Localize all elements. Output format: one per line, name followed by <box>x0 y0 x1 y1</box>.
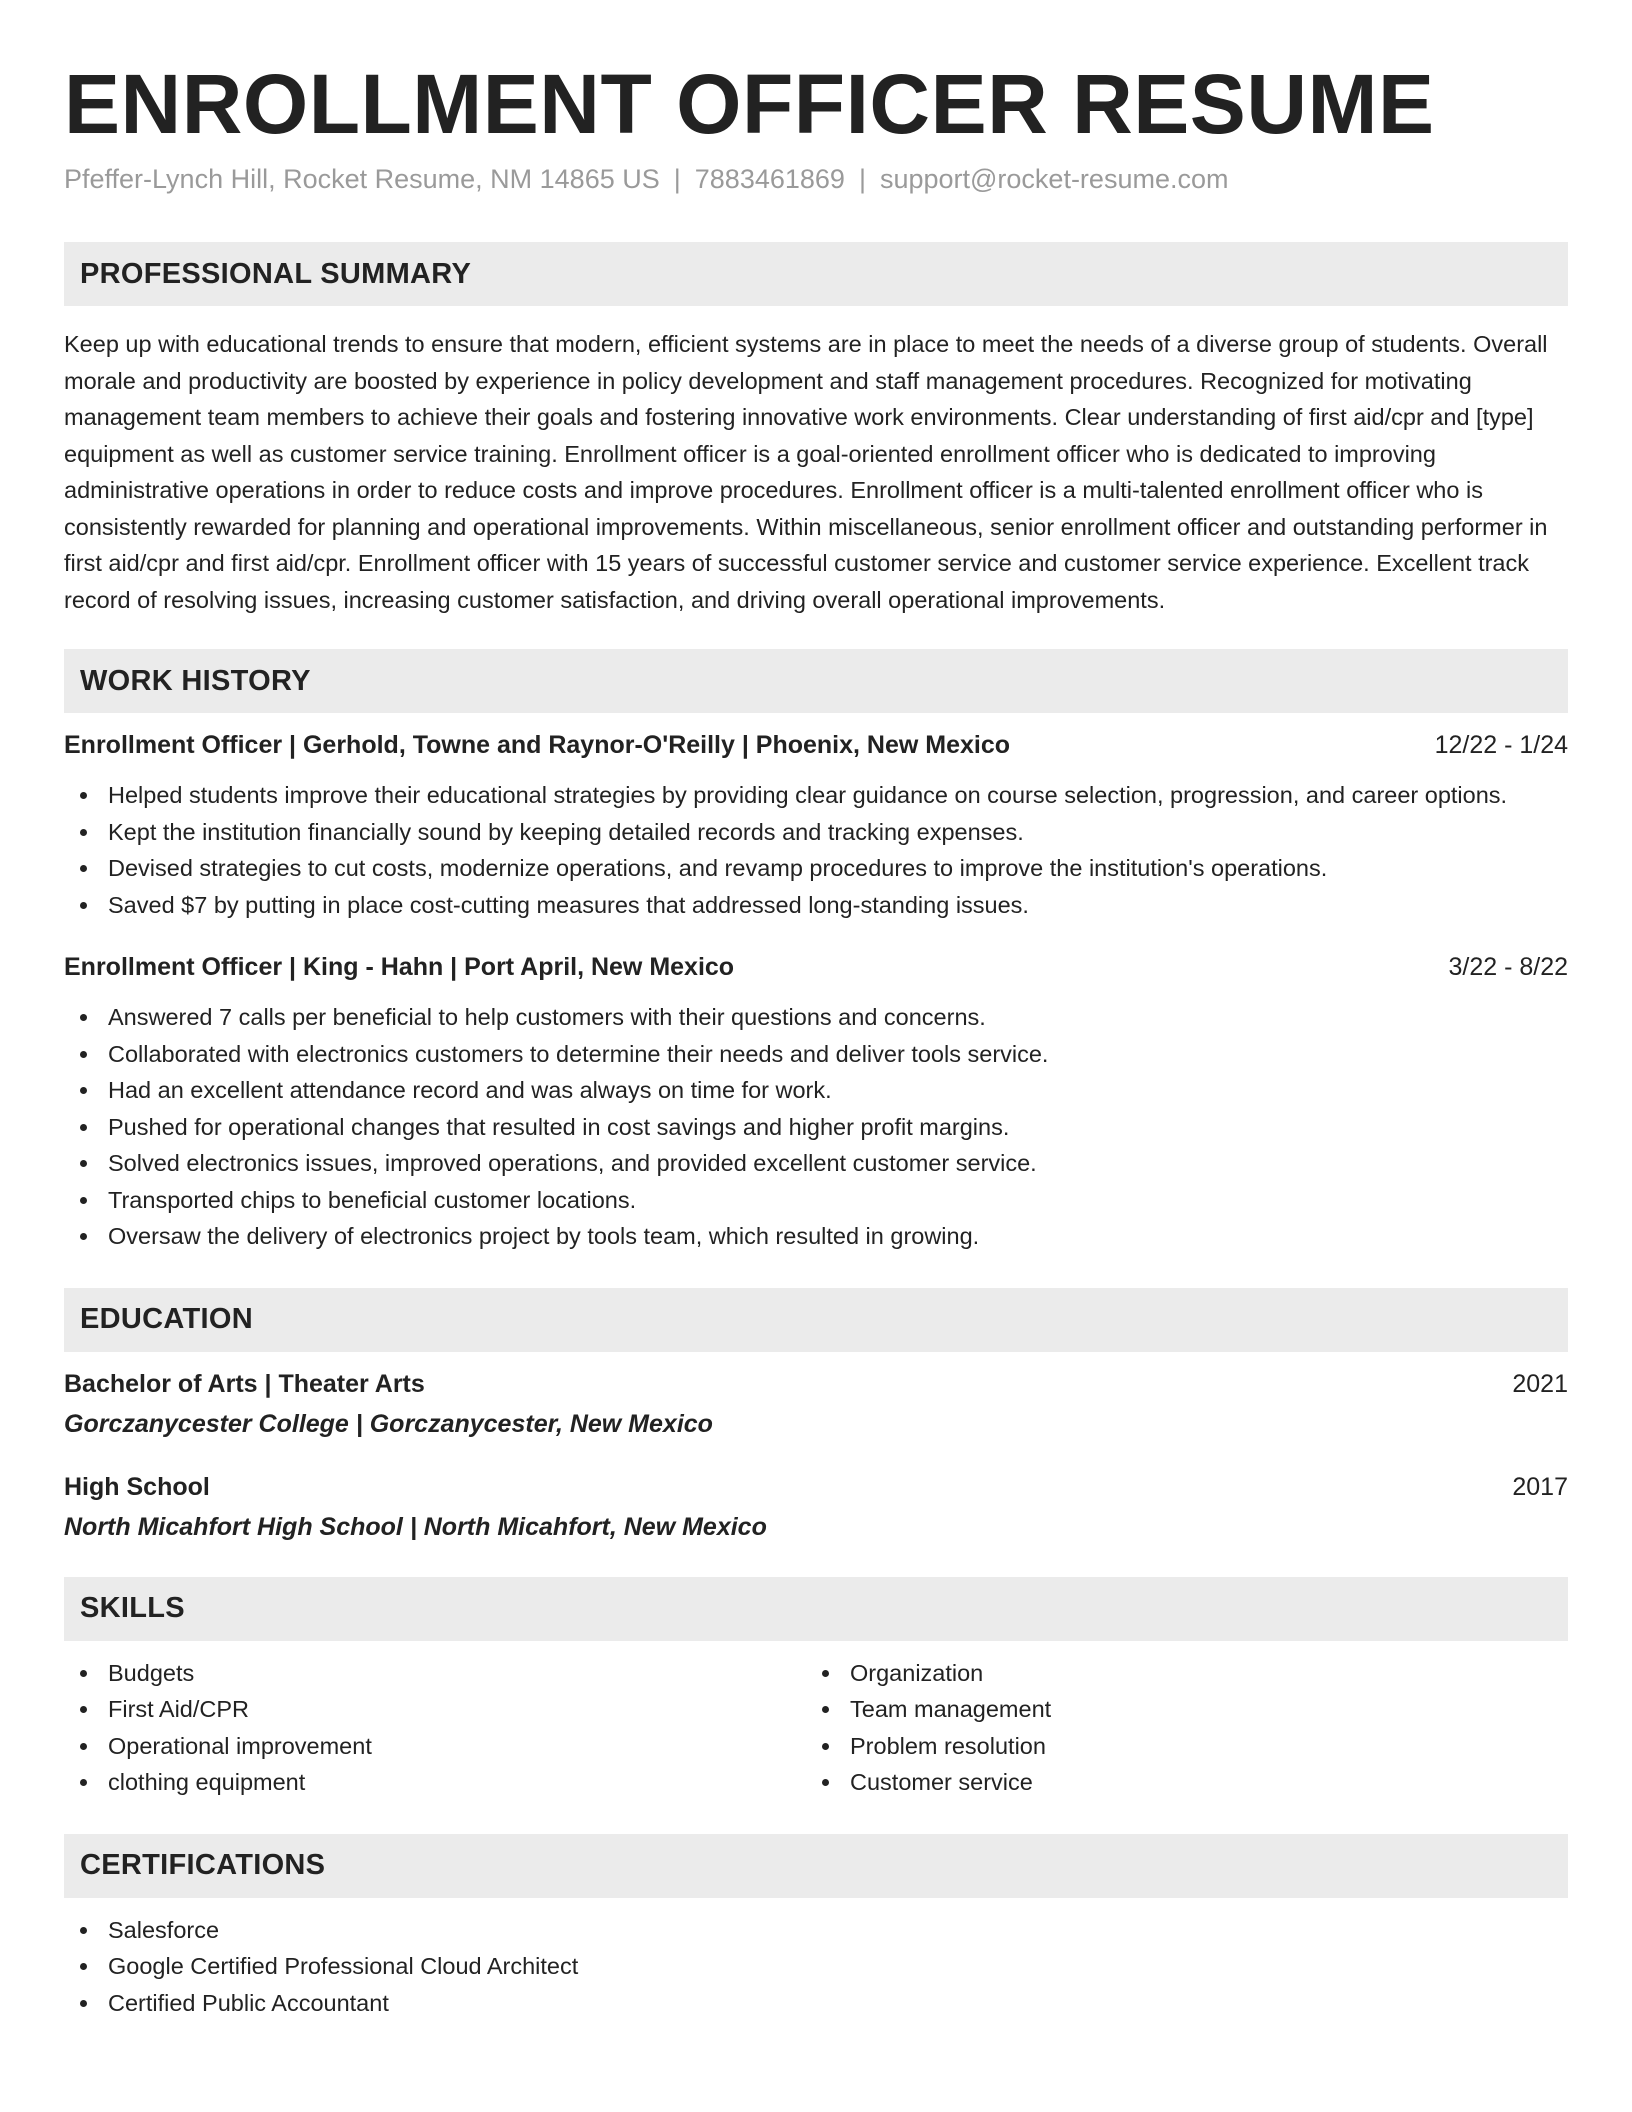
skills-column-right <box>806 1655 1548 1801</box>
skill-item: Team management <box>806 1691 1548 1728</box>
job-bullets <box>64 999 1568 1255</box>
job-dates: 3/22 - 8/22 <box>1448 953 1568 981</box>
section-header-summary: PROFESSIONAL SUMMARY <box>64 242 1568 306</box>
education-year: 2017 <box>1512 1472 1568 1501</box>
job-entry <box>64 950 1568 1255</box>
job-bullet: Kept the institution financially sound by keeping detailed records and tracking expenses. <box>64 814 1568 851</box>
certifications-list <box>64 1912 1568 2022</box>
skill-item: Budgets <box>64 1655 806 1692</box>
resume-title: ENROLLMENT OFFICER RESUME <box>64 57 1435 151</box>
job-heading: Enrollment Officer | King - Hahn | Port April, New Mexico <box>64 953 735 981</box>
section-header-work-history: WORK HISTORY <box>64 649 1568 713</box>
section-header-skills: SKILLS <box>64 1577 1568 1641</box>
skill-item: First Aid/CPR <box>64 1691 806 1728</box>
contact-address: Pfeffer-Lynch Hill, Rocket Resume, NM 14865 US <box>64 164 660 194</box>
contact-separator: | <box>673 164 681 194</box>
job-bullet: Devised strategies to cut costs, modernize operations, and revamp procedures to improve the institution's operations. <box>64 850 1568 887</box>
section-header-certifications: CERTIFICATIONS <box>64 1834 1568 1898</box>
education-year: 2021 <box>1512 1369 1568 1398</box>
job-bullets <box>64 777 1568 923</box>
certification-item: Google Certified Professional Cloud Architect <box>64 1948 1568 1985</box>
job-bullet: Saved $7 by putting in place cost-cutting measures that addressed long-standing issues. <box>64 887 1568 924</box>
summary-text: Keep up with educational trends to ensure that modern, efficient systems are in place to meet the needs of a diverse group of students. Overall morale and productivity are boosted by experience in policy development and staff management procedures. Recognized for motivating management team members to achieve their goals and fostering innovative work environments. Clear understanding of first aid/cpr and [type] equipment as well as customer service training. Enrollment officer is a goal-oriented enrollment officer who is dedicated to improving administrative operations in order to reduce costs and improve procedures. Enrollment officer is a multi-talented enrollment officer who is consistently rewarded for planning and operational improvements. Within miscellaneous, senior enrollment officer and outstanding performer in first aid/cpr and first aid/cpr. Enrollment officer with 15 years of successful customer service and customer service experience. Excellent track record of resolving issues, increasing customer satisfaction, and driving overall operational improvements. <box>64 331 1548 613</box>
education-school: Gorczanycester College | Gorczanycester, New Mexico <box>64 1409 713 1438</box>
job-bullet: Transported chips to beneficial customer locations. <box>64 1182 1568 1219</box>
resume-page <box>64 0 1568 2021</box>
job-bullet: Collaborated with electronics customers to determine their needs and deliver tools service. <box>64 1036 1568 1073</box>
education-degree: High School <box>64 1472 210 1501</box>
skill-item: clothing equipment <box>64 1764 806 1801</box>
job-bullet: Pushed for operational changes that resulted in cost savings and higher profit margins. <box>64 1109 1568 1146</box>
skill-item: Customer service <box>806 1764 1548 1801</box>
job-bullet: Answered 7 calls per beneficial to help customers with their questions and concerns. <box>64 999 1568 1036</box>
certification-item: Salesforce <box>64 1912 1568 1949</box>
skills-column-left <box>64 1655 806 1801</box>
job-entry <box>64 728 1568 923</box>
certification-item: Certified Public Accountant <box>64 1985 1568 2022</box>
skill-item: Organization <box>806 1655 1548 1692</box>
contact-phone: 7883461869 <box>694 164 845 194</box>
job-bullet: Solved electronics issues, improved operations, and provided excellent customer service. <box>64 1145 1568 1182</box>
job-header <box>64 950 1568 984</box>
education-entry <box>64 1470 1568 1544</box>
job-header <box>64 728 1568 762</box>
skill-item: Problem resolution <box>806 1728 1548 1765</box>
contact-separator: | <box>858 164 866 194</box>
education-school: North Micahfort High School | North Micahfort, New Mexico <box>64 1512 767 1541</box>
contact-line <box>64 162 1568 196</box>
skills-list <box>64 1655 1568 1801</box>
contact-email: support@rocket-resume.com <box>879 164 1229 194</box>
skill-item: Operational improvement <box>64 1728 806 1765</box>
section-header-education: EDUCATION <box>64 1288 1568 1352</box>
job-bullet: Oversaw the delivery of electronics project by tools team, which resulted in growing. <box>64 1218 1568 1255</box>
job-heading: Enrollment Officer | Gerhold, Towne and Raynor-O'Reilly | Phoenix, New Mexico <box>64 731 1011 759</box>
education-entry <box>64 1367 1568 1441</box>
education-header <box>64 1367 1568 1401</box>
job-bullet: Helped students improve their educational strategies by providing clear guidance on course selection, progression, and career options. <box>64 777 1568 814</box>
education-header <box>64 1470 1568 1504</box>
job-dates: 12/22 - 1/24 <box>1434 731 1568 759</box>
education-degree: Bachelor of Arts | Theater Arts <box>64 1369 425 1398</box>
job-bullet: Had an excellent attendance record and was always on time for work. <box>64 1072 1568 1109</box>
